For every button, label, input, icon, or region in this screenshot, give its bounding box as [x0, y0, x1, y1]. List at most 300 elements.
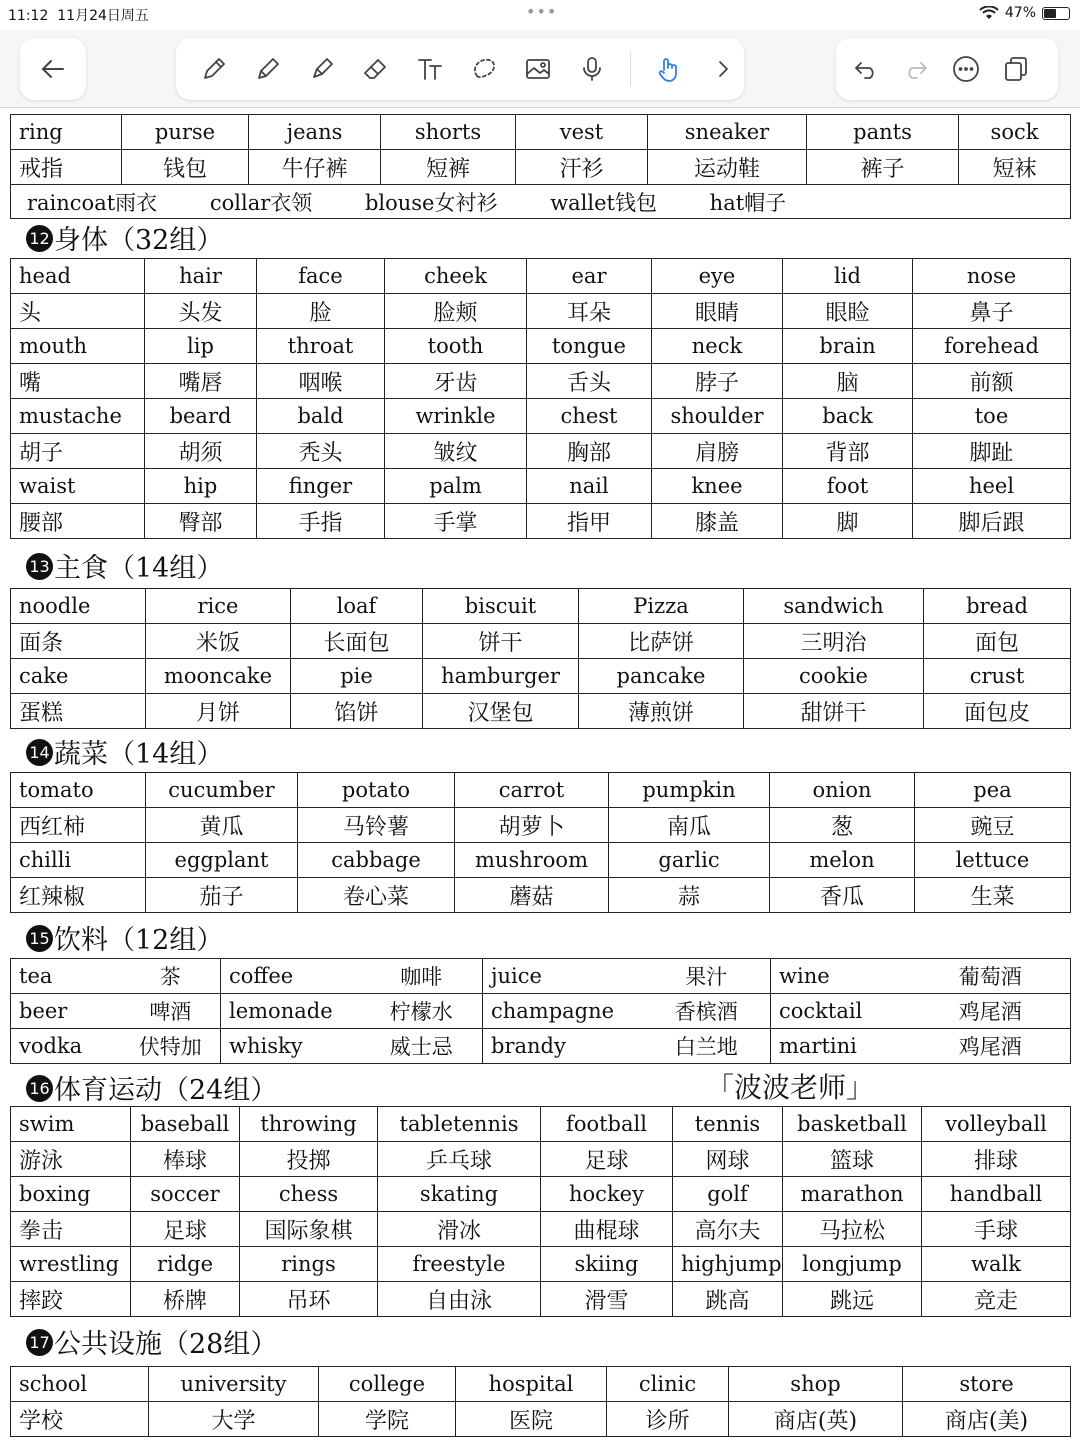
word-cn: 国际象棋 — [240, 1212, 378, 1247]
table-row — [11, 259, 1071, 294]
word-cn: 红辣椒 — [11, 878, 146, 913]
word-en: purse — [122, 115, 249, 150]
word-en: back — [783, 399, 913, 434]
word-en: garlic — [609, 843, 770, 878]
word-cn: 吊环 — [240, 1282, 378, 1317]
word-cn: 果汁 — [643, 959, 771, 994]
lasso-icon[interactable] — [468, 53, 500, 85]
table-row — [11, 624, 1071, 659]
word-pair: hat帽子 — [709, 190, 787, 215]
word-cn: 腰部 — [11, 504, 145, 539]
word-cn: 葡萄酒 — [911, 959, 1071, 994]
word-cn: 鸡尾酒 — [911, 994, 1071, 1029]
word-cn: 棒球 — [131, 1142, 240, 1177]
table-row — [11, 504, 1071, 539]
word-cn: 面包皮 — [924, 694, 1071, 729]
section-number: 16 — [26, 1075, 53, 1102]
section-number: 17 — [26, 1329, 53, 1356]
word-en: face — [257, 259, 385, 294]
word-cn: 马铃薯 — [298, 808, 455, 843]
back-button[interactable] — [20, 38, 86, 100]
table-row — [11, 115, 1071, 150]
word-cn: 蒜 — [609, 878, 770, 913]
word-en: tea — [11, 959, 121, 994]
word-en: cucumber — [146, 773, 298, 808]
word-cn: 豌豆 — [915, 808, 1071, 843]
word-cn: 舌头 — [527, 364, 652, 399]
word-cn: 短袜 — [959, 150, 1071, 185]
word-en: hospital — [456, 1367, 607, 1402]
word-cn: 眼睑 — [783, 294, 913, 329]
word-cn: 胸部 — [527, 434, 652, 469]
word-cn: 诊所 — [607, 1402, 729, 1437]
word-en: skating — [378, 1177, 541, 1212]
word-en: tomato — [11, 773, 146, 808]
word-cn: 眼睛 — [652, 294, 783, 329]
word-en: chess — [240, 1177, 378, 1212]
word-en: pumpkin — [609, 773, 770, 808]
word-en: pants — [807, 115, 959, 150]
word-en: football — [541, 1107, 673, 1142]
word-pair: wallet钱包 — [550, 190, 657, 215]
section-heading — [26, 218, 223, 257]
word-en: lip — [145, 329, 257, 364]
word-en: handball — [922, 1177, 1071, 1212]
word-en: tennis — [673, 1107, 783, 1142]
word-en: freestyle — [378, 1247, 541, 1282]
word-en: skiing — [541, 1247, 673, 1282]
word-en: store — [903, 1367, 1071, 1402]
toolbar — [0, 30, 1080, 108]
chevron-right-icon[interactable] — [707, 53, 739, 85]
word-cn: 葱 — [770, 808, 915, 843]
more-icon[interactable] — [950, 53, 982, 85]
word-en: heel — [913, 469, 1071, 504]
word-en: golf — [673, 1177, 783, 1212]
word-cn: 医院 — [456, 1402, 607, 1437]
word-en: sandwich — [744, 589, 924, 624]
word-en: ring — [11, 115, 122, 150]
pages-icon[interactable] — [1000, 53, 1032, 85]
word-en: cheek — [385, 259, 527, 294]
back-arrow-icon — [39, 55, 67, 83]
word-en: nose — [913, 259, 1071, 294]
word-en: cabbage — [298, 843, 455, 878]
word-en: onion — [770, 773, 915, 808]
word-cn: 甜饼干 — [744, 694, 924, 729]
word-en: hamburger — [423, 659, 579, 694]
section-heading — [26, 918, 223, 957]
word-cn: 摔跤 — [11, 1282, 131, 1317]
word-cn: 跳远 — [783, 1282, 922, 1317]
word-en: carrot — [455, 773, 609, 808]
word-en: longjump — [783, 1247, 922, 1282]
word-cn: 威士忌 — [361, 1029, 483, 1064]
table-row — [11, 434, 1071, 469]
table-row — [11, 329, 1071, 364]
tool-palette — [176, 38, 744, 100]
word-en: forehead — [913, 329, 1071, 364]
section-title: 主食（14组） — [54, 553, 224, 584]
word-en: boxing — [11, 1177, 131, 1212]
word-cn: 饼干 — [423, 624, 579, 659]
word-cn: 排球 — [922, 1142, 1071, 1177]
status-bar — [0, 0, 1080, 30]
word-en: potato — [298, 773, 455, 808]
word-cn: 自由泳 — [378, 1282, 541, 1317]
word-cn: 钱包 — [122, 150, 249, 185]
word-en: wrestling — [11, 1247, 131, 1282]
word-cn: 鼻子 — [913, 294, 1071, 329]
word-en: shoulder — [652, 399, 783, 434]
word-en: lettuce — [915, 843, 1071, 878]
word-cn: 桥牌 — [131, 1282, 240, 1317]
word-cn: 胡须 — [145, 434, 257, 469]
word-cn: 米饭 — [146, 624, 291, 659]
word-en: vest — [516, 115, 648, 150]
word-cn: 竞走 — [922, 1282, 1071, 1317]
word-en: finger — [257, 469, 385, 504]
word-en: palm — [385, 469, 527, 504]
word-cn: 头 — [11, 294, 145, 329]
word-en: tongue — [527, 329, 652, 364]
word-cn: 脸颊 — [385, 294, 527, 329]
word-cn: 咖啡 — [361, 959, 483, 994]
word-en: tooth — [385, 329, 527, 364]
word-cn: 脖子 — [652, 364, 783, 399]
word-cn: 啤酒 — [121, 994, 221, 1029]
section-title: 体育运动（24组） — [54, 1075, 278, 1106]
word-cn: 拳击 — [11, 1212, 131, 1247]
word-en: knee — [652, 469, 783, 504]
word-en: pancake — [579, 659, 744, 694]
word-en: volleyball — [922, 1107, 1071, 1142]
battery-percent: 47% — [1004, 5, 1036, 21]
word-cn: 茄子 — [146, 878, 298, 913]
word-cn: 脑 — [783, 364, 913, 399]
word-en: school — [11, 1367, 149, 1402]
section-number: 13 — [26, 553, 53, 580]
highlighter-icon[interactable] — [306, 53, 338, 85]
word-cn: 牙齿 — [385, 364, 527, 399]
word-cn: 膝盖 — [652, 504, 783, 539]
note-canvas[interactable] — [0, 108, 1080, 1440]
table-row — [11, 878, 1071, 913]
status-time: 11:12 11月24日周五 — [8, 8, 149, 24]
table-row — [11, 1212, 1071, 1247]
word-en: loaf — [291, 589, 423, 624]
word-en: waist — [11, 469, 145, 504]
word-en: soccer — [131, 1177, 240, 1212]
word-en: mushroom — [455, 843, 609, 878]
word-en: mustache — [11, 399, 145, 434]
word-en: brandy — [483, 1029, 643, 1064]
section-title: 饮料（12组） — [54, 925, 224, 956]
word-cn: 投掷 — [240, 1142, 378, 1177]
word-en: baseball — [131, 1107, 240, 1142]
word-cn: 足球 — [131, 1212, 240, 1247]
sports-table — [10, 1106, 1071, 1317]
table-row — [11, 773, 1071, 808]
word-en: cocktail — [771, 994, 911, 1029]
word-cn: 高尔夫 — [673, 1212, 783, 1247]
word-cn: 香槟酒 — [643, 994, 771, 1029]
word-pair: collar衣领 — [209, 190, 313, 215]
word-en: pea — [915, 773, 1071, 808]
word-cn: 网球 — [673, 1142, 783, 1177]
word-en: nail — [527, 469, 652, 504]
section-heading — [26, 1068, 277, 1107]
table-row — [11, 589, 1071, 624]
word-cn: 秃头 — [257, 434, 385, 469]
eraser-icon[interactable] — [360, 53, 392, 85]
word-cn: 香瓜 — [770, 878, 915, 913]
word-en: basketball — [783, 1107, 922, 1142]
word-cn: 商店(美) — [903, 1402, 1071, 1437]
word-cn: 马拉松 — [783, 1212, 922, 1247]
word-en: toe — [913, 399, 1071, 434]
word-cn: 大学 — [149, 1402, 319, 1437]
word-cn: 汉堡包 — [423, 694, 579, 729]
table-row — [11, 1142, 1071, 1177]
word-en: ridge — [131, 1247, 240, 1282]
word-cn: 戒指 — [11, 150, 122, 185]
word-cn: 曲棍球 — [541, 1212, 673, 1247]
word-en: lemonade — [221, 994, 361, 1029]
word-en: brain — [783, 329, 913, 364]
word-cn: 胡子 — [11, 434, 145, 469]
word-cn: 脸 — [257, 294, 385, 329]
word-cn: 汗衫 — [516, 150, 648, 185]
word-cn: 臀部 — [145, 504, 257, 539]
word-cn: 嘴 — [11, 364, 145, 399]
touch-icon[interactable] — [653, 53, 685, 85]
table-row — [11, 694, 1071, 729]
word-cn: 头发 — [145, 294, 257, 329]
word-cn: 裤子 — [807, 150, 959, 185]
word-cn: 耳朵 — [527, 294, 652, 329]
wifi-icon — [979, 6, 999, 20]
table-row — [11, 399, 1071, 434]
word-cn: 手指 — [257, 504, 385, 539]
section-heading — [26, 546, 223, 585]
word-en: university — [149, 1367, 319, 1402]
status-date: 11月24日周五 — [57, 8, 149, 24]
word-cn: 卷心菜 — [298, 878, 455, 913]
word-cn: 乒乓球 — [378, 1142, 541, 1177]
word-en: bread — [924, 589, 1071, 624]
word-en: hockey — [541, 1177, 673, 1212]
word-cn: 南瓜 — [609, 808, 770, 843]
pen-icon[interactable] — [198, 53, 230, 85]
word-en: Pizza — [579, 589, 744, 624]
word-en: sock — [959, 115, 1071, 150]
word-cn: 学校 — [11, 1402, 149, 1437]
table-row — [11, 1402, 1071, 1437]
word-pair: blouse女衬衫 — [364, 190, 498, 215]
toolbar-divider — [630, 52, 631, 86]
table-row — [11, 1177, 1071, 1212]
word-en: coffee — [221, 959, 361, 994]
clothing-table — [10, 114, 1071, 219]
pencil-icon[interactable] — [252, 53, 284, 85]
word-en: throat — [257, 329, 385, 364]
word-en: juice — [483, 959, 643, 994]
word-en: chest — [527, 399, 652, 434]
microphone-icon[interactable] — [576, 53, 608, 85]
word-en: vodka — [11, 1029, 121, 1064]
word-en: rice — [146, 589, 291, 624]
word-en: foot — [783, 469, 913, 504]
table-row — [11, 185, 1071, 219]
word-cn: 三明治 — [744, 624, 924, 659]
table-row — [11, 659, 1071, 694]
table-row — [11, 808, 1071, 843]
word-en: highjump — [673, 1247, 783, 1282]
word-cn: 手掌 — [385, 504, 527, 539]
word-en: cookie — [744, 659, 924, 694]
battery-icon — [1042, 7, 1070, 20]
word-en: beard — [145, 399, 257, 434]
word-en: jeans — [249, 115, 381, 150]
word-en: champagne — [483, 994, 643, 1029]
table-row — [11, 1247, 1071, 1282]
multitasking-dots-icon[interactable]: ••• — [526, 2, 558, 21]
word-en: eggplant — [146, 843, 298, 878]
word-cn: 茶 — [121, 959, 221, 994]
section-heading — [26, 732, 223, 771]
redo-icon[interactable] — [900, 53, 932, 85]
table-row — [11, 1367, 1071, 1402]
word-en: throwing — [240, 1107, 378, 1142]
table-row — [11, 994, 1071, 1029]
table-row — [11, 294, 1071, 329]
word-en: sneaker — [648, 115, 807, 150]
word-en: neck — [652, 329, 783, 364]
word-cn: 背部 — [783, 434, 913, 469]
word-cn: 肩膀 — [652, 434, 783, 469]
word-en: hip — [145, 469, 257, 504]
word-en: eye — [652, 259, 783, 294]
word-en: head — [11, 259, 145, 294]
word-en: mouth — [11, 329, 145, 364]
word-cn: 柠檬水 — [361, 994, 483, 1029]
table-row — [11, 150, 1071, 185]
word-en: shorts — [381, 115, 516, 150]
word-cn: 足球 — [541, 1142, 673, 1177]
word-cn: 蘑菇 — [455, 878, 609, 913]
word-en: hair — [145, 259, 257, 294]
undo-icon[interactable] — [850, 53, 882, 85]
word-cn: 馅饼 — [291, 694, 423, 729]
word-en: whisky — [221, 1029, 361, 1064]
word-cn: 商店(英) — [729, 1402, 903, 1437]
word-cn: 游泳 — [11, 1142, 131, 1177]
word-cn: 篮球 — [783, 1142, 922, 1177]
vegetables-table — [10, 772, 1071, 913]
word-cn: 薄煎饼 — [579, 694, 744, 729]
battery-level — [1044, 9, 1056, 18]
food-table — [10, 588, 1071, 729]
word-cn: 面包 — [924, 624, 1071, 659]
word-cn: 咽喉 — [257, 364, 385, 399]
word-cn: 胡萝卜 — [455, 808, 609, 843]
word-cn: 滑雪 — [541, 1282, 673, 1317]
word-en: wine — [771, 959, 911, 994]
word-cn: 脚 — [783, 504, 913, 539]
section-number: 12 — [26, 225, 53, 252]
word-en: noodle — [11, 589, 146, 624]
word-cn: 月饼 — [146, 694, 291, 729]
table-row — [11, 959, 1071, 994]
word-en: chilli — [11, 843, 146, 878]
word-cn: 短裤 — [381, 150, 516, 185]
word-en: college — [319, 1367, 456, 1402]
table-row — [11, 364, 1071, 399]
table-row — [11, 1029, 1071, 1064]
word-en: beer — [11, 994, 121, 1029]
section-number: 14 — [26, 739, 53, 766]
word-cn: 牛仔裤 — [249, 150, 381, 185]
word-en: pie — [291, 659, 423, 694]
extra-words — [11, 185, 1071, 219]
body-table — [10, 258, 1071, 539]
word-cn: 蛋糕 — [11, 694, 146, 729]
table-row — [11, 1282, 1071, 1317]
table-row — [11, 469, 1071, 504]
word-en: bald — [257, 399, 385, 434]
word-en: mooncake — [146, 659, 291, 694]
word-cn: 滑冰 — [378, 1212, 541, 1247]
image-icon[interactable] — [522, 53, 554, 85]
word-cn: 比萨饼 — [579, 624, 744, 659]
section-title: 身体（32组） — [54, 225, 224, 256]
signature: 「波波老师」 — [706, 1071, 875, 1104]
section-title: 公共设施（28组） — [54, 1329, 278, 1360]
word-cn: 指甲 — [527, 504, 652, 539]
word-cn: 鸡尾酒 — [911, 1029, 1071, 1064]
word-en: melon — [770, 843, 915, 878]
word-pair: raincoat雨衣 — [27, 190, 158, 215]
facilities-table — [10, 1366, 1071, 1437]
word-en: tabletennis — [378, 1107, 541, 1142]
word-cn: 长面包 — [291, 624, 423, 659]
word-cn: 学院 — [319, 1402, 456, 1437]
word-cn: 跳高 — [673, 1282, 783, 1317]
word-en: biscuit — [423, 589, 579, 624]
word-en: cake — [11, 659, 146, 694]
drinks-table — [10, 958, 1071, 1064]
word-en: marathon — [783, 1177, 922, 1212]
action-palette — [836, 38, 1058, 100]
word-cn: 黄瓜 — [146, 808, 298, 843]
word-cn: 西红柿 — [11, 808, 146, 843]
section-number: 15 — [26, 925, 53, 952]
word-en: wrinkle — [385, 399, 527, 434]
text-tool-icon[interactable] — [414, 53, 446, 85]
word-en: crust — [924, 659, 1071, 694]
word-cn: 白兰地 — [643, 1029, 771, 1064]
word-en: swim — [11, 1107, 131, 1142]
word-cn: 运动鞋 — [648, 150, 807, 185]
word-cn: 脚趾 — [913, 434, 1071, 469]
word-cn: 脚后跟 — [913, 504, 1071, 539]
word-en: clinic — [607, 1367, 729, 1402]
table-row — [11, 843, 1071, 878]
section-heading — [26, 1322, 277, 1361]
word-cn: 面条 — [11, 624, 146, 659]
table-row — [11, 1107, 1071, 1142]
